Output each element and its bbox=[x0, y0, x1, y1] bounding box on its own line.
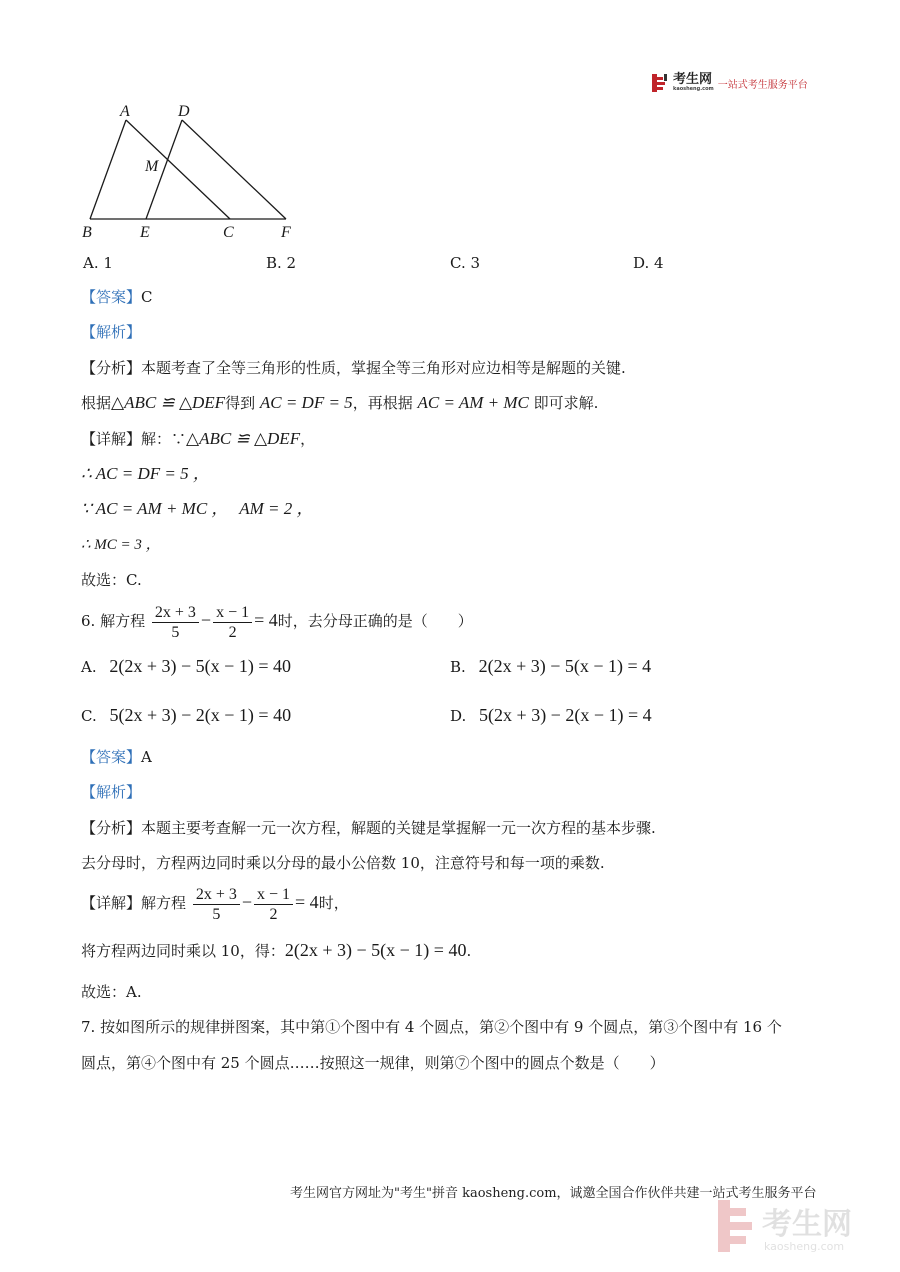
equation: = 4 bbox=[254, 610, 278, 630]
numerator: x − 1 bbox=[254, 885, 293, 905]
text: 解方程 bbox=[141, 894, 187, 912]
q5-step3: ∴ MC = 3 ， bbox=[81, 537, 161, 553]
q6-option-c bbox=[81, 705, 291, 726]
option-label: D. bbox=[450, 707, 467, 725]
q6-xiangjie bbox=[81, 880, 349, 925]
text: 将方程两边同时乘以 10，得： bbox=[81, 942, 285, 960]
watermark-url: kaosheng.com bbox=[764, 1240, 845, 1253]
q5-option-b: B. 2 bbox=[266, 254, 297, 272]
option-expr: 5(2x + 3) − 2(x − 1) = 40 bbox=[109, 705, 292, 725]
congruence-expr: △ABC ≌ △DEF bbox=[111, 393, 226, 412]
q6-option-b bbox=[450, 656, 651, 677]
analysis-label: 【解析】 bbox=[81, 323, 142, 341]
xiangjie-label: 【详解】 bbox=[81, 430, 142, 448]
fenxi-text: 本题主要考查解一元一次方程，解题的关键是掌握解一元一次方程的基本步骤. bbox=[141, 819, 656, 837]
text: 时， bbox=[318, 894, 349, 912]
text: ， bbox=[300, 430, 316, 448]
q5-answer bbox=[81, 287, 153, 307]
q6-stem bbox=[81, 598, 473, 643]
q6-step1 bbox=[81, 940, 471, 961]
kaosheng-logo-icon bbox=[652, 74, 670, 92]
denominator: 2 bbox=[269, 905, 278, 923]
label-C: C bbox=[223, 224, 234, 241]
operator: − bbox=[200, 610, 212, 630]
option-label: B. bbox=[450, 658, 466, 676]
text: ，再根据 bbox=[352, 394, 413, 412]
numerator: x − 1 bbox=[213, 603, 252, 623]
equation: AC = DF = 5 bbox=[259, 393, 353, 412]
label-M: M bbox=[145, 158, 159, 175]
q6-answer bbox=[81, 747, 152, 767]
fraction bbox=[254, 885, 293, 924]
option-expr: 5(2x + 3) − 2(x − 1) = 4 bbox=[479, 705, 652, 725]
header-slogan: 一站式考生服务平台 bbox=[717, 79, 808, 91]
option-expr: 2(2x + 3) − 5(x − 1) = 4 bbox=[478, 656, 652, 676]
fenxi-label: 【分析】 bbox=[81, 819, 142, 837]
logo-title: 考生网 bbox=[673, 72, 713, 87]
kaosheng-watermark-logo bbox=[716, 1196, 886, 1256]
option-expr: 2(2x + 3) − 5(x − 1) = 40 bbox=[109, 656, 291, 676]
q5-fenxi-line2 bbox=[81, 393, 598, 413]
q5-option-c: C. 3 bbox=[450, 254, 481, 272]
logo-text bbox=[673, 74, 714, 92]
denominator: 5 bbox=[212, 905, 221, 923]
q6-fenxi bbox=[81, 818, 656, 838]
equation: AC = AM + MC bbox=[417, 393, 529, 412]
q6-analysis-heading bbox=[81, 782, 141, 802]
q7-line2: 圆点，第④个图中有 25 个圆点……按照这一规律，则第⑦个图中的圆点个数是（ ） bbox=[81, 1054, 665, 1072]
q6-conclusion: 故选：A. bbox=[81, 983, 142, 1001]
logo-subtitle: kaosheng.com bbox=[673, 86, 714, 92]
text: 解：∵ bbox=[141, 430, 187, 448]
footer-text: 考生网官方网址为"考生"拼音 kaosheng.com，诚邀全国合作伙伴共建一站式考生服务平台 bbox=[290, 1186, 817, 1201]
equation: 2(2x + 3) − 5(x − 1) = 40 bbox=[284, 940, 467, 960]
numerator: 2x + 3 bbox=[152, 603, 199, 623]
watermark-text: 考生网 bbox=[762, 1207, 852, 1242]
option-label: A. bbox=[81, 658, 97, 676]
answer-label: 【答案】 bbox=[81, 748, 142, 766]
label-E: E bbox=[140, 224, 150, 241]
q5-option-a: A. 1 bbox=[83, 254, 113, 272]
q5-analysis-heading bbox=[81, 322, 141, 342]
denominator: 2 bbox=[228, 623, 237, 641]
xiangjie-label: 【详解】 bbox=[81, 894, 142, 912]
label-F: F bbox=[281, 224, 291, 241]
fenxi-label: 【分析】 bbox=[81, 359, 142, 377]
answer-label: 【答案】 bbox=[81, 288, 142, 306]
q7-line1: 7. 按如图所示的规律拼图案，其中第①个图中有 4 个圆点，第②个图中有 9 个圆点，第③个图中有 16 个 bbox=[81, 1018, 782, 1036]
text: 根据 bbox=[81, 394, 112, 412]
q5-option-d: D. 4 bbox=[633, 254, 664, 272]
option-label: C. bbox=[81, 707, 97, 725]
fraction bbox=[152, 603, 199, 642]
fenxi-text: 本题考查了全等三角形的性质，掌握全等三角形对应边相等是解题的关键. bbox=[141, 359, 626, 377]
fraction bbox=[213, 603, 252, 642]
equation: ∵ AC = AM + MC ， bbox=[81, 499, 229, 518]
label-D: D bbox=[178, 103, 190, 120]
geometry-figure bbox=[78, 98, 308, 243]
label-A: A bbox=[120, 103, 130, 120]
text: 时，去分母正确的是（ ） bbox=[277, 612, 473, 630]
congruence-expr: △ABC ≌ △DEF bbox=[186, 429, 301, 448]
numerator: 2x + 3 bbox=[193, 885, 240, 905]
question-number: 6. 解方程 bbox=[81, 612, 146, 630]
denominator: 5 bbox=[171, 623, 180, 641]
q6-fenxi-line2: 去分母时，方程两边同时乘以分母的最小公倍数 10，注意符号和每一项的乘数. bbox=[81, 854, 605, 872]
operator: − bbox=[241, 892, 252, 912]
q6-option-a bbox=[81, 656, 291, 677]
answer-value: C bbox=[141, 288, 153, 306]
q6-option-d bbox=[450, 705, 652, 726]
q5-conclusion: 故选：C. bbox=[81, 571, 142, 589]
equation: = 4 bbox=[295, 892, 319, 912]
q5-xiangjie bbox=[81, 429, 315, 449]
equation: AM = 2 ， bbox=[239, 499, 314, 518]
q5-fenxi bbox=[81, 358, 626, 378]
header-logo bbox=[652, 72, 808, 94]
text: 得到 bbox=[225, 394, 256, 412]
analysis-label: 【解析】 bbox=[81, 783, 142, 801]
text: 即可求解. bbox=[533, 394, 599, 412]
answer-value: A bbox=[141, 748, 152, 766]
fraction bbox=[193, 885, 240, 924]
q5-step2 bbox=[81, 499, 313, 519]
label-B: B bbox=[82, 224, 92, 241]
text: . bbox=[466, 942, 472, 960]
q5-step1: ∴ AC = DF = 5 ， bbox=[81, 464, 210, 483]
